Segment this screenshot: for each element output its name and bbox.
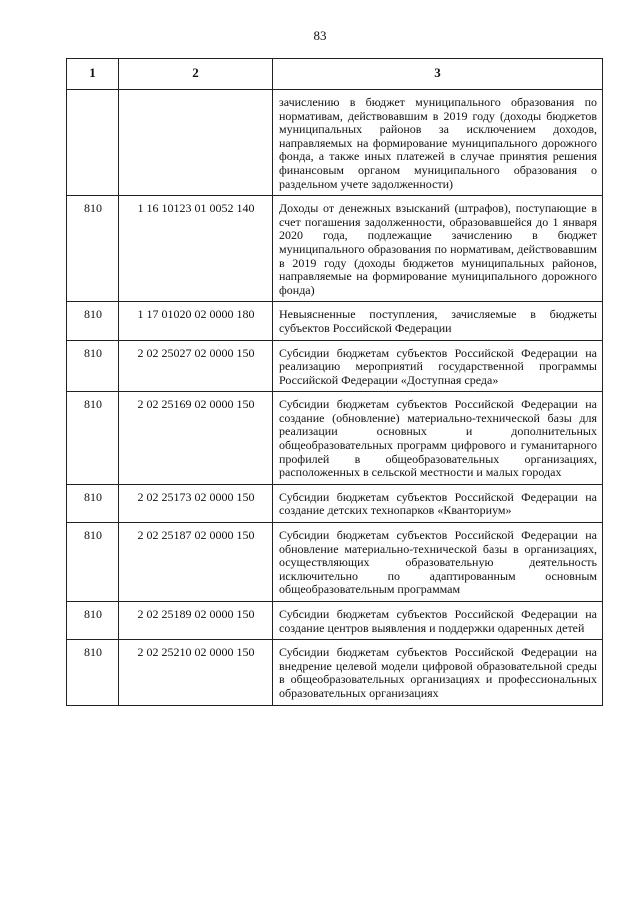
table-row (67, 602, 603, 640)
table-row (67, 484, 603, 522)
table-header-row (67, 59, 603, 90)
admin-code-cell: 810 (67, 302, 119, 340)
table-row (67, 302, 603, 340)
admin-code-cell: 810 (67, 392, 119, 485)
description-cell: зачислению в бюджет муниципального образования по нормативам, действовавшим в 2019 году (доходы бюджетов муниципальных районов за исключением доходов, направляемых на формирование муниципального дорожного фонда, а также иных платежей в случае принятия решения финансовым органом муниципального образования о раздельном учете задолженности) (273, 90, 603, 196)
admin-code-cell: 810 (67, 484, 119, 522)
budget-code-cell: 1 16 10123 01 0052 140 (119, 196, 273, 302)
budget-code-cell: 2 02 25173 02 0000 150 (119, 484, 273, 522)
description-cell: Субсидии бюджетам субъектов Российской Федерации на создание (обновление) материально-технической базы для реализации основных и дополнительных общеобразовательных программ цифрового и гуманитарного профилей в общеобразовательных организациях, расположенных в сельской местности и малых городах (273, 392, 603, 485)
column-header-2: 2 (119, 59, 273, 90)
description-cell: Субсидии бюджетам субъектов Российской Федерации на создание детских технопарков «Кванториум» (273, 484, 603, 522)
admin-code-cell (67, 90, 119, 196)
table-row (67, 90, 603, 196)
description-cell: Субсидии бюджетам субъектов Российской Федерации на реализацию мероприятий государственной программы Российской Федерации «Доступная среда» (273, 340, 603, 392)
budget-code-cell: 2 02 25169 02 0000 150 (119, 392, 273, 485)
budget-code-cell: 2 02 25210 02 0000 150 (119, 640, 273, 705)
description-cell: Невыясненные поступления, зачисляемые в бюджеты субъектов Российской Федерации (273, 302, 603, 340)
budget-code-table (66, 58, 603, 706)
column-header-1: 1 (67, 59, 119, 90)
table-row (67, 523, 603, 602)
admin-code-cell: 810 (67, 523, 119, 602)
admin-code-cell: 810 (67, 602, 119, 640)
table-row (67, 392, 603, 485)
description-cell: Субсидии бюджетам субъектов Российской Федерации на обновление материально-технической базы в организациях, осуществляющих образовательную деятельность исключительно по адаптированным основным общеобразовательным программам (273, 523, 603, 602)
budget-code-cell: 1 17 01020 02 0000 180 (119, 302, 273, 340)
budget-code-cell: 2 02 25187 02 0000 150 (119, 523, 273, 602)
admin-code-cell: 810 (67, 340, 119, 392)
table-row (67, 340, 603, 392)
column-header-3: 3 (273, 59, 603, 90)
budget-code-cell: 2 02 25189 02 0000 150 (119, 602, 273, 640)
table-row (67, 196, 603, 302)
page-number: 83 (313, 28, 327, 43)
description-cell: Доходы от денежных взысканий (штрафов), поступающие в счет погашения задолженности, образовавшейся до 1 января 2020 года, подлежащие зачислению в бюджет муниципального образования по нормативам, действовавшим в 2019 году (доходы бюджетов муниципальных районов, направляемые на формирование муниципального дорожного фонда) (273, 196, 603, 302)
description-cell: Субсидии бюджетам субъектов Российской Федерации на внедрение целевой модели цифровой образовательной среды в общеобразовательных организациях и профессиональных образовательных организациях (273, 640, 603, 705)
budget-code-cell (119, 90, 273, 196)
admin-code-cell: 810 (67, 196, 119, 302)
table-row (67, 640, 603, 705)
admin-code-cell: 810 (67, 640, 119, 705)
budget-code-cell: 2 02 25027 02 0000 150 (119, 340, 273, 392)
description-cell: Субсидии бюджетам субъектов Российской Федерации на создание центров выявления и поддержки одаренных детей (273, 602, 603, 640)
